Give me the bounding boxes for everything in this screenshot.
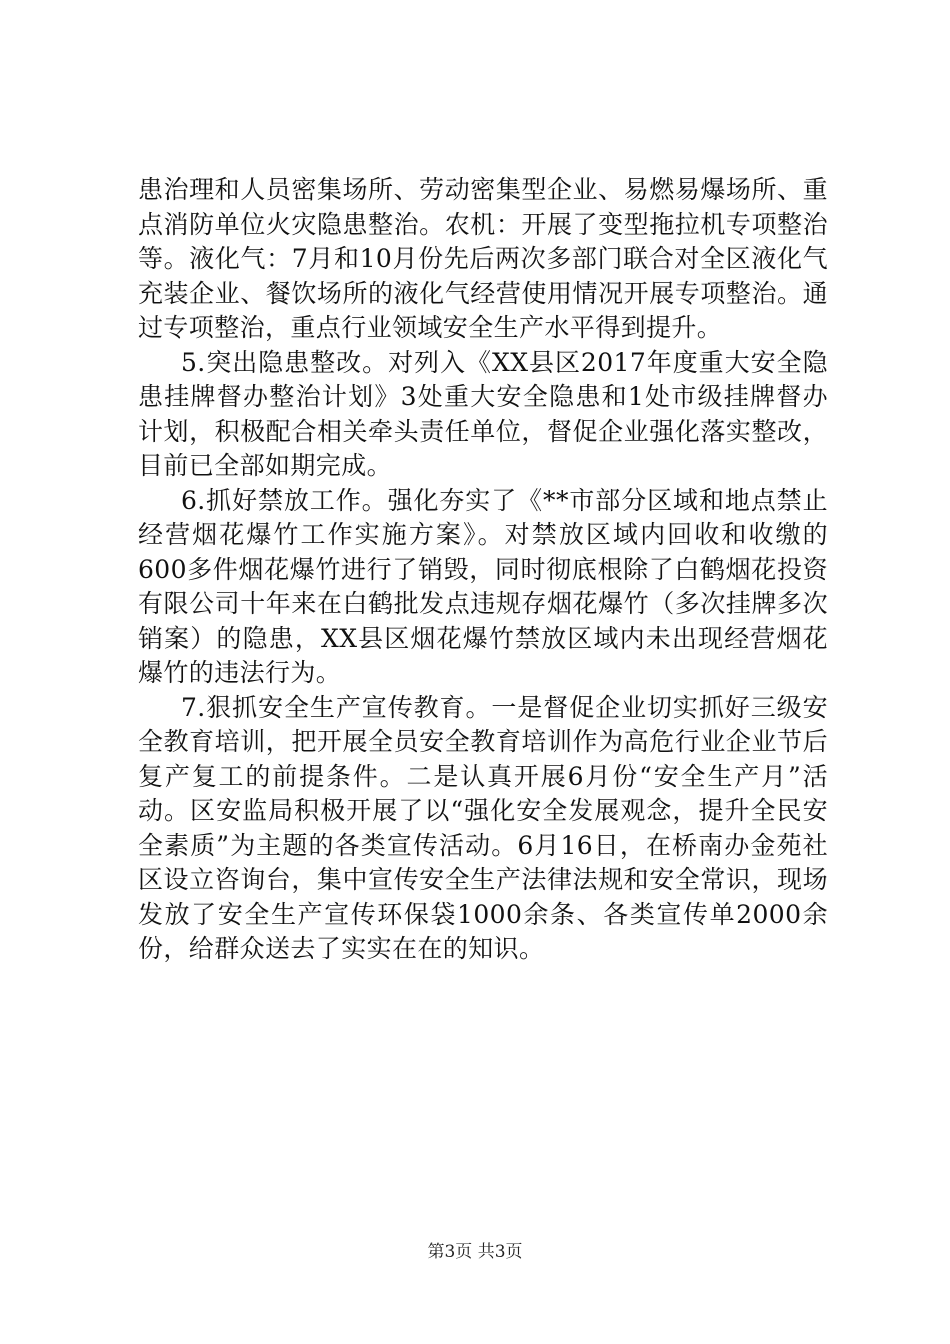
paragraph-fireworks-ban: 6.抓好禁放工作。强化夯实了《**市部分区域和地点禁止经营烟花爆竹工作实施方案》。对禁放区域内回收和收缴的600多件烟花爆竹进行了销毁，同时彻底根除了白鹤烟花投资有限公司十年来在白鹤批发点违规存烟花爆竹（多次挂牌多次销案）的隐患，XX县区烟花爆竹禁放区域内未出现经营烟花爆竹的违法行为。 (138, 485, 828, 687)
paragraph-continuation: 患治理和人员密集场所、劳动密集型企业、易燃易爆场所、重点消防单位火灾隐患整治。农机：开展了变型拖拉机专项整治等。液化气：7月和10月份先后两次多部门联合对全区液化气充装企业、餐饮场所的液化气经营使用情况开展专项整治。通过专项整治，重点行业领域安全生产水平得到提升。 (138, 175, 828, 342)
paragraph-hazard-rectification: 5.突出隐患整改。对列入《XX县区2017年度重大安全隐患挂牌督办整治计划》3处重大安全隐患和1处市级挂牌督办计划，积极配合相关牵头责任单位，督促企业强化落实整改，目前已全部如期完成。 (138, 347, 828, 480)
document-body (138, 173, 828, 967)
paragraph-safety-education: 7.狠抓安全生产宣传教育。一是督促企业切实抓好三级安全教育培训，把开展全员安全教育培训作为高危行业企业节后复产复工的前提条件。二是认真开展6月份“安全生产月”活动。区安监局积极开展了以“强化安全发展观念，提升全民安全素质”为主题的各类宣传活动。6月16日，在桥南办金苑社区设立咨询台，集中宣传安全生产法律法规和安全常识，现场发放了安全生产宣传环保袋1000余条、各类宣传单2000余份，给群众送去了实实在在的知识。 (138, 692, 828, 963)
page-footer: 第3页 共3页 (427, 1242, 523, 1262)
